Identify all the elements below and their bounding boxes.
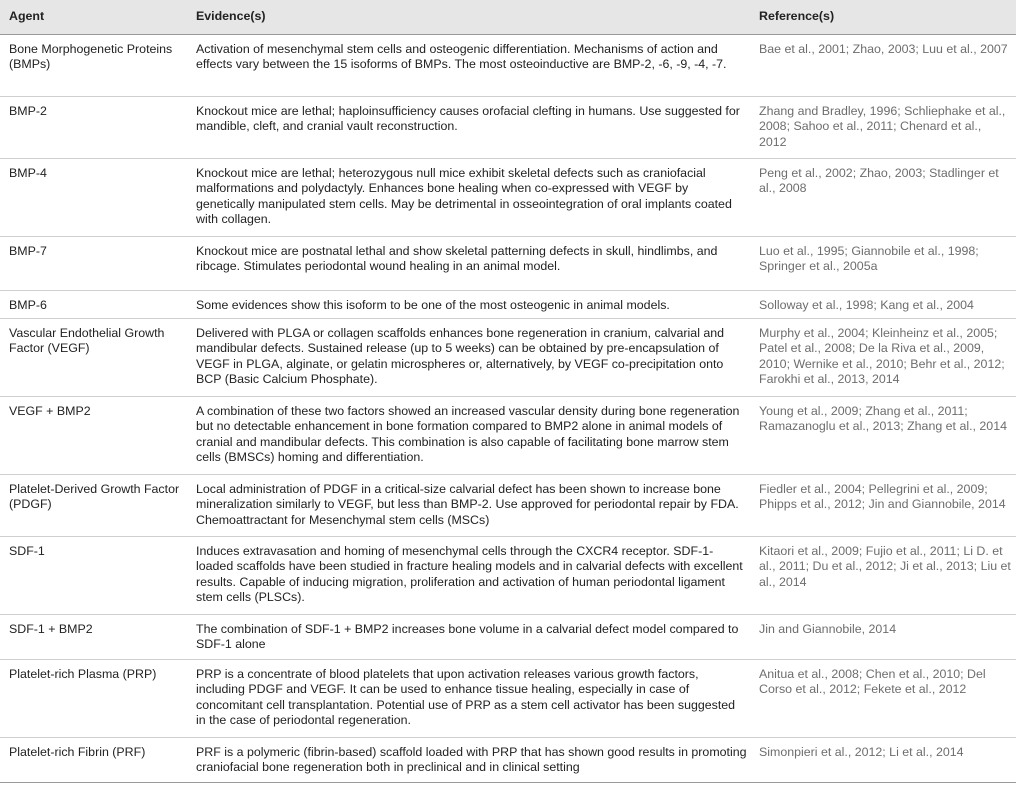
reference-cell: Kitaori et al., 2009; Fujio et al., 2011; Li D. et al., 2011; Du et al., 2012; Ji et al., 2013; Liu et al., 2014: [759, 537, 1016, 615]
evidence-cell: Knockout mice are postnatal lethal and show skeletal patterning defects in skull, hindlimbs, and ribcage. Stimulates periodontal wound healing in an animal model.: [196, 237, 759, 291]
table-row: [0, 97, 1016, 159]
table-row: [0, 615, 1016, 660]
table-body: [0, 35, 1016, 783]
agent-cell: BMP-4: [0, 159, 196, 237]
table-row: [0, 475, 1016, 537]
evidence-cell: Local administration of PDGF in a critical-size calvarial defect has been shown to increase bone mineralization similarly to VEGF, but less than BMP-2. Use approved for periodontal repair by FDA. Chemoattractant for Mesenchymal stem cells (MSCs): [196, 475, 759, 537]
agent-cell: Platelet-rich Fibrin (PRF): [0, 738, 196, 783]
table-row: [0, 291, 1016, 319]
evidence-cell: PRF is a polymeric (fibrin-based) scaffold loaded with PRP that has shown good results in promoting craniofacial bone regeneration both in preclinical and in clinical setting: [196, 738, 759, 783]
agent-cell: VEGF + BMP2: [0, 397, 196, 475]
agent-cell: SDF-1: [0, 537, 196, 615]
table-header: [0, 0, 1016, 35]
reference-cell: Bae et al., 2001; Zhao, 2003; Luu et al., 2007: [759, 35, 1016, 97]
reference-cell: Murphy et al., 2004; Kleinheinz et al., 2005; Patel et al., 2008; De la Riva et al., 2009, 2010; Wernike et al., 2010; Behr et al., 2012; Farokhi et al., 2013, 2014: [759, 319, 1016, 397]
agent-cell: Platelet-Derived Growth Factor (PDGF): [0, 475, 196, 537]
header-agent: Agent: [0, 0, 196, 35]
reference-cell: Peng et al., 2002; Zhao, 2003; Stadlinger et al., 2008: [759, 159, 1016, 237]
agent-cell: Platelet-rich Plasma (PRP): [0, 660, 196, 738]
reference-cell: Solloway et al., 1998; Kang et al., 2004: [759, 291, 1016, 319]
table-row: [0, 738, 1016, 783]
agent-cell: Bone Morphogenetic Proteins (BMPs): [0, 35, 196, 97]
evidence-cell: Knockout mice are lethal; haploinsufficiency causes orofacial clefting in humans. Use suggested for mandible, cleft, and cranial vault reconstruction.: [196, 97, 759, 159]
evidence-cell: Activation of mesenchymal stem cells and osteogenic differentiation. Mechanisms of action and effects vary between the 15 isoforms of BMPs. The most osteoinductive are BMP-2, -6, -9, -4, -7.: [196, 35, 759, 97]
reference-cell: Simonpieri et al., 2012; Li et al., 2014: [759, 738, 1016, 783]
reference-cell: Young et al., 2009; Zhang et al., 2011; Ramazanoglu et al., 2013; Zhang et al., 2014: [759, 397, 1016, 475]
agent-cell: SDF-1 + BMP2: [0, 615, 196, 660]
agent-cell: BMP-7: [0, 237, 196, 291]
reference-cell: Luo et al., 1995; Giannobile et al., 1998; Springer et al., 2005a: [759, 237, 1016, 291]
header-row: [0, 0, 1016, 35]
reference-cell: Fiedler et al., 2004; Pellegrini et al., 2009; Phipps et al., 2012; Jin and Giannobile, 2014: [759, 475, 1016, 537]
reference-cell: Zhang and Bradley, 1996; Schliephake et al., 2008; Sahoo et al., 2011; Chenard et al., 2012: [759, 97, 1016, 159]
table-row: [0, 537, 1016, 615]
reference-cell: Jin and Giannobile, 2014: [759, 615, 1016, 660]
evidence-cell: PRP is a concentrate of blood platelets that upon activation releases various growth factors, including PDGF and VEGF. It can be used to enhance tissue healing, especially in case of concomitant cell transplantation. Potential use of PRP as a stem cell activator has been suggested in the case of periodontal regeneration.: [196, 660, 759, 738]
agent-cell: BMP-6: [0, 291, 196, 319]
table-row: [0, 397, 1016, 475]
table-row: [0, 35, 1016, 97]
table-row: [0, 159, 1016, 237]
evidence-cell: Delivered with PLGA or collagen scaffolds enhances bone regeneration in cranium, calvarial and mandibular defects. Sustained release (up to 5 weeks) can be obtained by pre-encapsulation of VEGF in PLGA, alginate, or gelatin microspheres or, alternatively, by VEGF co-precipitation onto BCP (Basic Calcium Phosphate).: [196, 319, 759, 397]
evidence-cell: A combination of these two factors showed an increased vascular density during bone regeneration but no detectable enhancement in bone formation compared to BMP2 alone in animal models of cranial and mandibular defects. This combination is also capable of facilitating bone marrow stem cells (BMSCs) homing and differentiation.: [196, 397, 759, 475]
header-evidence: Evidence(s): [196, 0, 759, 35]
evidence-cell: The combination of SDF-1 + BMP2 increases bone volume in a calvarial defect model compared to SDF-1 alone: [196, 615, 759, 660]
evidence-cell: Induces extravasation and homing of mesenchymal cells through the CXCR4 receptor. SDF-1-loaded scaffolds have been studied in fracture healing models and in calvarial defects with excellent results. Capable of inducing migration, proliferation and activation of human periodontal ligament stem cells (PLSCs).: [196, 537, 759, 615]
evidence-cell: Knockout mice are lethal; heterozygous null mice exhibit skeletal defects such as craniofacial malformations and polydactyly. Enhances bone healing when co-expressed with VEGF by genetically manipulated stem cells. May be detrimental in osseointegration of oral implants coated with collagen.: [196, 159, 759, 237]
table-row: [0, 237, 1016, 291]
header-reference: Reference(s): [759, 0, 1016, 35]
reference-cell: Anitua et al., 2008; Chen et al., 2010; Del Corso et al., 2012; Fekete et al., 2012: [759, 660, 1016, 738]
agent-cell: Vascular Endothelial Growth Factor (VEGF): [0, 319, 196, 397]
table-row: [0, 660, 1016, 738]
table-row: [0, 319, 1016, 397]
evidence-cell: Some evidences show this isoform to be one of the most osteogenic in animal models.: [196, 291, 759, 319]
agent-cell: BMP-2: [0, 97, 196, 159]
